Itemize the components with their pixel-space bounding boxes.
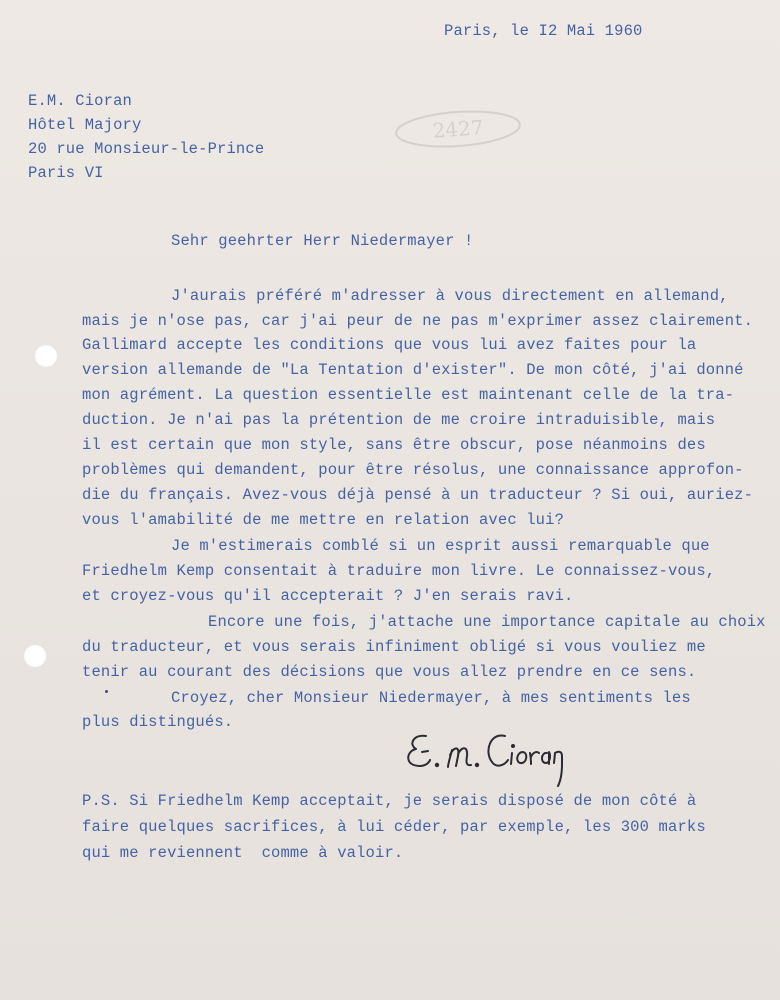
handwritten-signature [392,722,572,788]
body-line: mon agrément. La question essentielle est maintenant celle de la tra- [82,386,735,404]
archive-stamp-number: 2427 [431,115,485,143]
punch-hole-bottom [23,644,47,668]
postscript-line: P.S. Si Friedhelm Kemp acceptait, je serais disposé de mon côté à [82,792,697,810]
body-line: Croyez, cher Monsieur Niedermayer, à mes sentiments les [171,689,691,707]
body-line: J'aurais préféré m'adresser à vous directement en allemand, [171,287,729,305]
postscript-line: faire quelques sacrifices, à lui céder, par exemple, les 300 marks [82,818,706,836]
body-line: et croyez-vous qu'il accepterait ? J'en serais ravi. [82,587,574,605]
salutation: Sehr geehrter Herr Niedermayer ! [171,232,474,250]
postscript-line: qui me reviennent comme à valoir. [82,844,404,862]
body-line: duction. Je n'ai pas la prétention de me croire intraduisible, mais [82,411,716,429]
punch-hole-top [34,344,58,368]
body-line: tenir au courant des décisions que vous allez prendre en ce sens. [82,663,697,681]
body-line: vous l'amabilité de me mettre en relation avec lui? [82,511,565,529]
body-line: version allemande de "La Tentation d'exister". De mon côté, j'ai donné [82,361,744,379]
sender-street: 20 rue Monsieur-le-Prince [28,140,265,158]
body-line: plus distingués. [82,713,234,731]
body-line: il est certain que mon style, sans être obscur, pose néanmoins des [82,436,706,454]
body-line: Friedhelm Kemp consentait à traduire mon livre. Le connaissez-vous, [82,562,716,580]
body-line: Gallimard accepte les conditions que vous lui avez faites pour la [82,336,697,354]
sender-city: Paris VI [28,164,104,182]
body-line: die du français. Avez-vous déjà pensé à un traducteur ? Si oui, auriez- [82,486,754,504]
body-line: Je m'estimerais comblé si un esprit aussi remarquable que [171,537,710,555]
sender-hotel: Hôtel Majory [28,116,142,134]
date-line: Paris, le I2 Mai 1960 [444,22,643,40]
body-line: problèmes qui demandent, pour être résolus, une connaissance approfon- [82,461,744,479]
body-line: Encore une fois, j'attache une importance capitale au choix [208,613,766,631]
ink-dot [105,690,108,693]
body-line: du traducteur, et vous serais infiniment obligé si vous vouliez me [82,638,706,656]
sender-name: E.M. Cioran [28,92,132,110]
archive-stamp [391,103,526,154]
body-line: mais je n'ose pas, car j'ai peur de ne pas m'exprimer assez clairement. [82,312,754,330]
